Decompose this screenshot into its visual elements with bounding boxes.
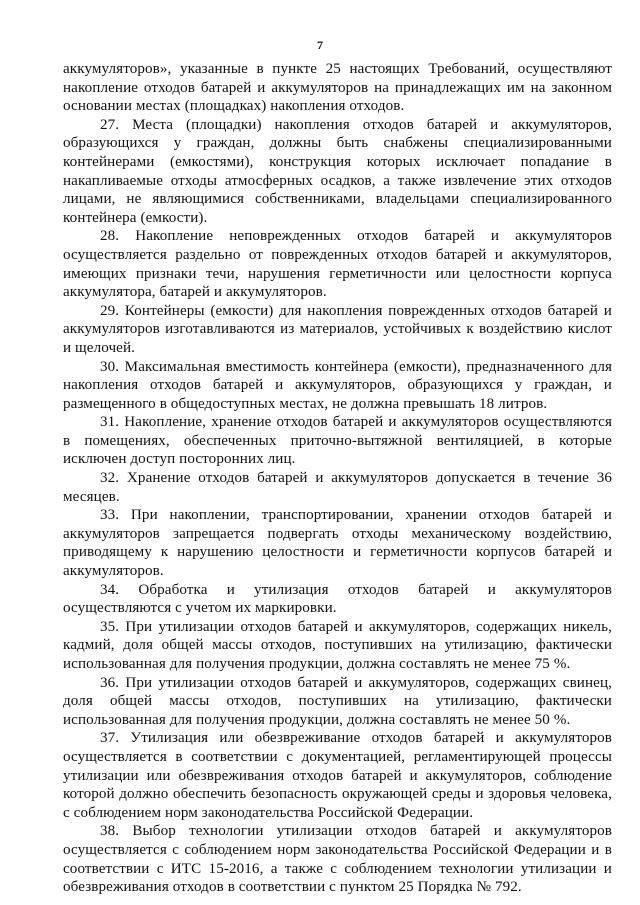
- paragraph-29: 29. Контейнеры (емкости) для накопления поврежденных отходов батарей и аккумуляторов изготавливаются из материалов, устойчивых к воздействию кислот и щелочей.: [63, 302, 612, 356]
- paragraph-28: 28. Накопление неповрежденных отходов батарей и аккумуляторов осуществляется раздельно от поврежденных отходов батарей и аккумуляторов, имеющих признаки течи, нарушения герметичности или целостности корпуса аккумулятора, батарей и аккумуляторов.: [63, 228, 612, 301]
- paragraph-30: 30. Максимальная вместимость контейнера (емкости), предназначенного для накопления отходов батарей и аккумуляторов, образующихся у граждан, и размещенного в общедоступных местах, не должна превышать 18 литров.: [63, 358, 612, 412]
- document-body: [63, 60, 612, 897]
- paragraph-36: 36. При утилизации отходов батарей и аккумуляторов, содержащих свинец, доля общей массы отходов, поступивших на утилизацию, фактически использованная для получения продукции, должна составлять не менее 50 %.: [63, 674, 612, 728]
- paragraph-35: 35. При утилизации отходов батарей и аккумуляторов, содержащих никель, кадмий, доля общей массы отходов, поступивших на утилизацию, фактически использованная для получения продукции, должна составлять не менее 75 %.: [63, 618, 612, 672]
- paragraph-27: 27. Места (площадки) накопления отходов батарей и аккумуляторов, образующихся у граждан, должны быть снабжены специализированными контейнерами (емкостями), конструкция которых исключает попадание в накапливаемые отходы атмосферных осадков, а также извлечение этих отходов лицами, не являющимися собственниками, владельцами специализированного контейнера (емкости).: [63, 116, 612, 226]
- page-number: 7: [317, 38, 323, 52]
- paragraph-31: 31. Накопление, хранение отходов батарей и аккумуляторов осуществляются в помещениях, обеспеченных приточно-вытяжной вентиляцией, в которые исключен доступ посторонних лиц.: [63, 414, 612, 468]
- paragraph-continuation: аккумуляторов», указанные в пункте 25 настоящих Требований, осуществляют накопление отходов батарей и аккумуляторов на принадлежащих им на законном основании местах (площадках) накопления отходов.: [63, 61, 612, 115]
- paragraph-33: 33. При накоплении, транспортировании, хранении отходов батарей и аккумуляторов запрещается подвергать отходы механическому воздействию, приводящему к нарушению целостности и герметичности корпусов батарей и аккумуляторов.: [63, 507, 612, 580]
- paragraph-37: 37. Утилизация или обезвреживание отходов батарей и аккумуляторов осуществляется в соответствии с документацией, регламентирующей процессы утилизации или обезвреживания отходов батарей и аккумуляторов, соблюдение которой должно обеспечить безопасность окружающей среды и здоровья человека, с соблюдением норм законодательства Российской Федерации.: [63, 730, 612, 821]
- paragraph-34: 34. Обработка и утилизация отходов батарей и аккумуляторов осуществляются с учетом их маркировки.: [63, 581, 612, 617]
- paragraph-38: 38. Выбор технологии утилизации отходов батарей и аккумуляторов осуществляется с соблюдением норм законодательства Российской Федерации и в соответствии с ИТС 15-2016, а также с соблюдением технологии утилизации и обезвреживания отходов в соответствии с пунктом 25 Порядка № 792.: [63, 823, 612, 896]
- paragraph-32: 32. Хранение отходов батарей и аккумуляторов допускается в течение 36 месяцев.: [63, 470, 612, 505]
